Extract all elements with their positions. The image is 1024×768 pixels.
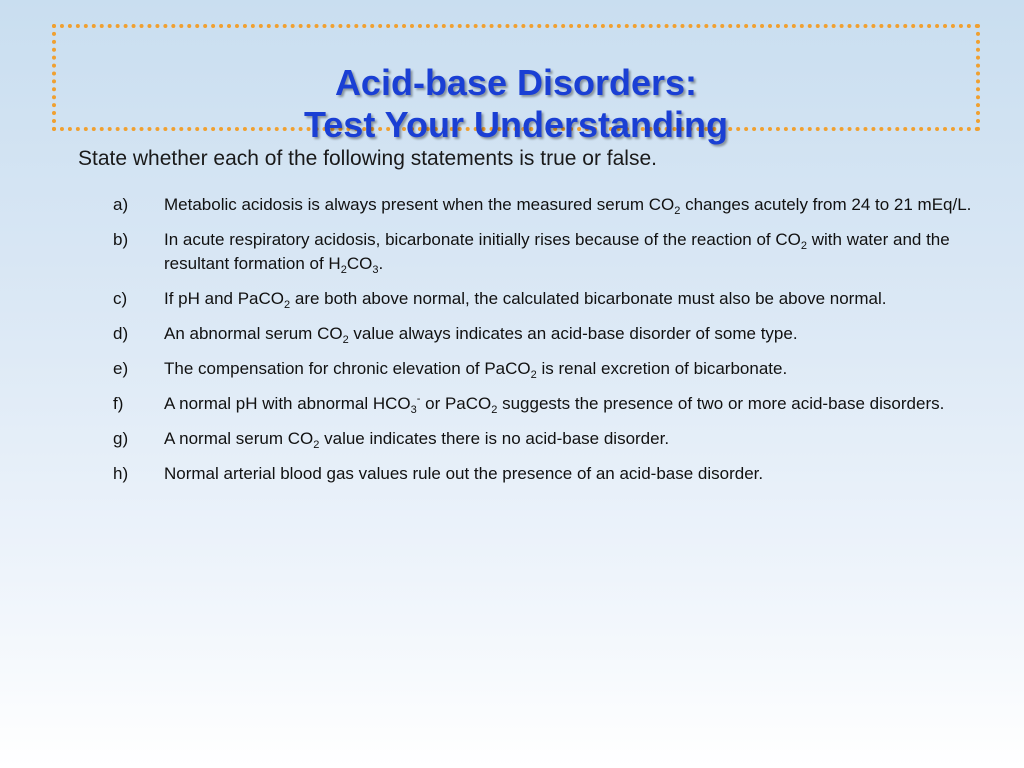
text-run: In acute respiratory acidosis, bicarbonate initially rises because of the reaction of CO (164, 230, 801, 249)
statement-item (113, 193, 983, 217)
text-run: changes acutely from 24 to 21 mEq/L. (680, 195, 972, 214)
text-run: . (378, 254, 384, 273)
text-run: with water and the resultant formation of H (164, 230, 950, 273)
text-run: Metabolic acidosis is always present when the measured serum CO (164, 195, 675, 214)
statement-marker: h) (113, 464, 129, 483)
statement-item (113, 462, 983, 486)
text-run: A normal serum CO (164, 429, 314, 448)
subscript: 2 (674, 205, 681, 217)
statement-item (113, 228, 983, 276)
statement-marker: b) (113, 230, 129, 249)
text-run: An abnormal serum CO (164, 324, 343, 343)
text-run: are both above normal, the calculated bicarbonate must also be above normal. (290, 289, 887, 308)
statement-item (113, 322, 983, 346)
statement-marker: f) (113, 394, 124, 413)
statement-marker: g) (113, 429, 129, 448)
text-run: suggests the presence of two or more acid-base disorders. (497, 394, 945, 413)
statement-item (113, 427, 983, 451)
statement-text (164, 289, 887, 311)
text-run: CO (346, 254, 373, 273)
subscript: 3 (372, 264, 379, 276)
subscript: 2 (530, 369, 537, 381)
statement-item (113, 392, 983, 416)
intro-text: State whether each of the following statements is true or false. (78, 147, 657, 170)
statement-text (164, 324, 798, 346)
subscript: 2 (313, 439, 320, 451)
text-run: value always indicates an acid-base disorder of some type. (348, 324, 798, 343)
subscript: 2 (340, 264, 347, 276)
statement-text (164, 393, 945, 416)
statement-text (164, 195, 972, 217)
text-run: A normal pH with abnormal HCO (164, 394, 411, 413)
superscript: - (416, 393, 421, 405)
statement-item (113, 287, 983, 311)
slide-title-line-2: Test Your Understanding (303, 104, 729, 145)
slide-title (56, 62, 976, 146)
text-run: Normal arterial blood gas values rule out the presence of an acid-base disorder. (164, 464, 764, 483)
text-run: value indicates there is no acid-base disorder. (319, 429, 670, 448)
subscript: 2 (800, 240, 808, 252)
title-box (52, 24, 980, 145)
subscript: 3 (410, 404, 417, 416)
subscript: 2 (342, 334, 349, 346)
subscript: 2 (491, 404, 498, 416)
statement-marker: a) (113, 195, 129, 214)
statement-text (164, 429, 670, 451)
subscript: 2 (284, 299, 291, 311)
text-run: or PaCO (420, 394, 492, 413)
statement-text (164, 359, 788, 381)
text-run: The compensation for chronic elevation of PaCO (164, 359, 531, 378)
statement-marker: e) (113, 359, 129, 378)
statement-text (164, 464, 763, 483)
statement-marker: d) (113, 324, 129, 343)
slide-title-line-1: Acid-base Disorders: (334, 62, 698, 103)
statement-list (113, 193, 983, 497)
statement-text (164, 230, 950, 276)
statement-item (113, 357, 983, 381)
text-run: If pH and PaCO (164, 289, 285, 308)
statement-marker: c) (113, 289, 128, 308)
text-run: is renal excretion of bicarbonate. (536, 359, 788, 378)
